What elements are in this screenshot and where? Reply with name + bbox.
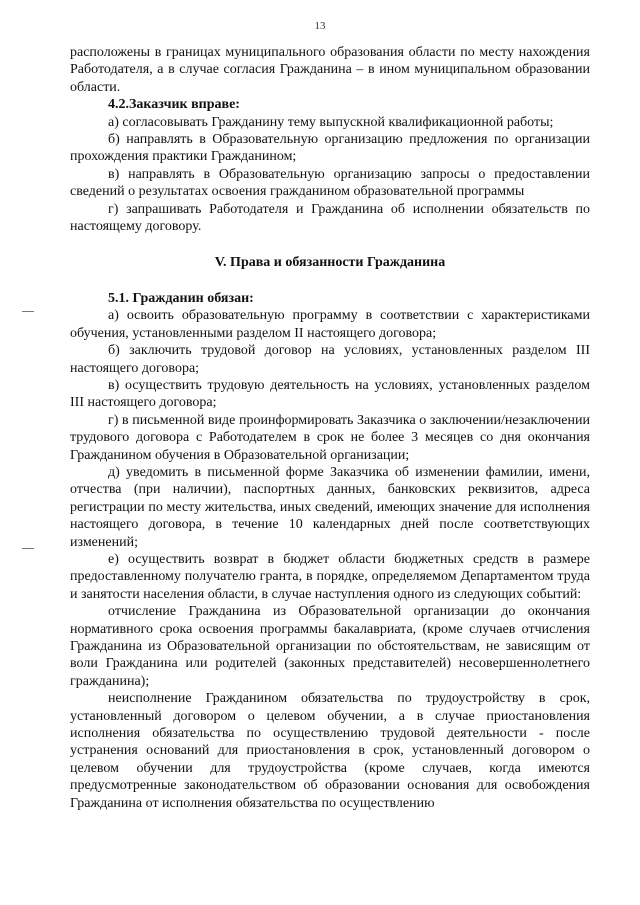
clause-heading: 4.2.Заказчик вправе: — [108, 97, 240, 113]
list-item: б) заключить трудовой договор на условиях, установленных разделом III настоящего договора; — [70, 343, 590, 376]
paragraph: расположены в границах муниципального образования области по месту нахождения Работодателя, а в случае согласия Гражданина – в ином муниципальном образовании области. — [70, 45, 590, 95]
clause-heading: 5.1. Гражданин обязан: — [108, 290, 254, 306]
list-item: г) запрашивать Работодателя и Гражданина об исполнении обязательств по настоящему договору. — [70, 201, 590, 235]
margin-mark — [22, 311, 34, 312]
margin-mark — [22, 548, 34, 549]
list-item: неисполнение Гражданином обязательства по трудоустройству в срок, установленный договором о целевом обучении, а в случае приостановления исполнения обязательства по осуществлению трудовой деятельности - после устранения оснований для приостановления в срок, установленный договором о целевом обучении для трудоустройства (кроме случаев, когда имеются предусмотренные законодательством об образовании основания для освобождения Гражданина от исполнения обязательства по осуществлению — [70, 691, 590, 811]
list-item: г) в письменной виде проинформировать Заказчика о заключении/незаключении трудового договора с Работодателем в срок не более 3 месяцев со дня окончания Гражданином обучения в Образовательной организации; — [70, 412, 590, 463]
list-item: е) осуществить возврат в бюджет области бюджетных средств в размере предоставленному получателю гранта, в порядке, определяемом Департаментом труда и занятости населения области, в случае наступления одного из следующих событий: — [70, 551, 590, 602]
list-item: в) осуществить трудовую деятельность на условиях, установленных разделом III настоящего договора; — [70, 377, 590, 411]
page-number: 13 — [314, 20, 326, 32]
list-item: б) направлять в Образовательную организацию предложения по организации прохождения практики Гражданином; — [70, 132, 590, 165]
list-item: д) уведомить в письменной форме Заказчика об изменении фамилии, имени, отчества (при наличии), паспортных данных, банковских реквизитов, адреса регистрации по месту жительства, иных сведений, имеющих значение для исполнения настоящего договора, в течение 10 календарных дней после соответствующих изменений; — [70, 464, 590, 550]
list-item: отчисление Гражданина из Образовательной организации до окончания нормативного срока освоения программы бакалавриата, (кроме случаев отчисления Гражданина из Образовательной организации по обстоятельствам, не зависящим от воли Гражданина или родителей (законных представителей) несовершеннолетнего гражданина); — [70, 604, 590, 689]
list-item: в) направлять в Образовательную организацию запросы о предоставлении сведений о результатах освоения гражданином образовательной программы — [70, 166, 590, 200]
list-item: а) освоить образовательную программу в соответствии с характеристиками обучения, установленными разделом II настоящего договора; — [70, 308, 590, 341]
list-item: а) согласовывать Гражданину тему выпускной квалификационной работы; — [108, 114, 554, 130]
section-title: V. Права и обязанности Гражданина — [214, 255, 446, 271]
document-body — [70, 44, 590, 812]
